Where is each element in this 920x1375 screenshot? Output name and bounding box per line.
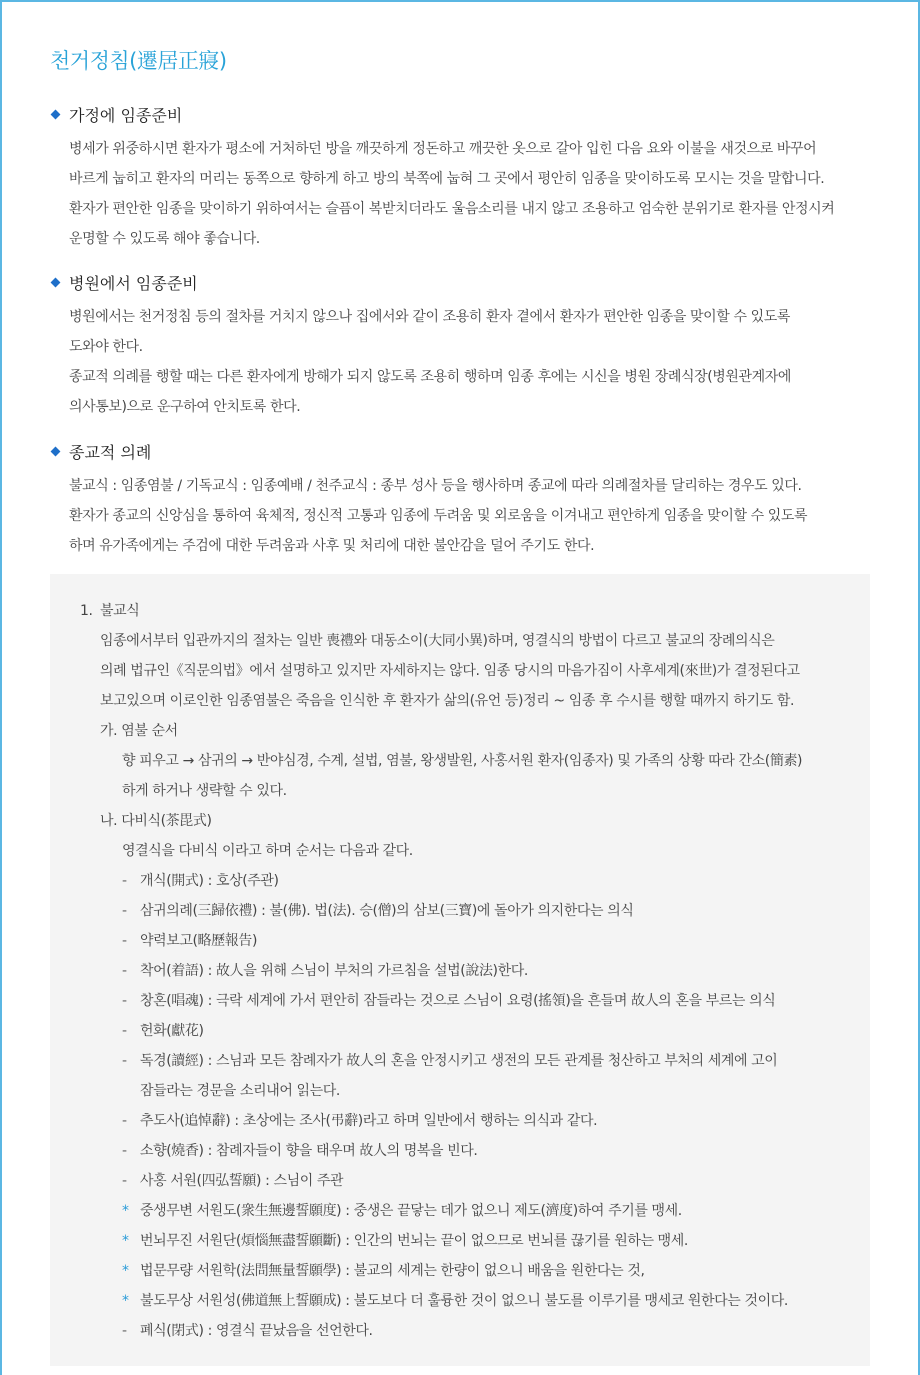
dash-bullet: - [122, 1173, 127, 1189]
rite-step [122, 956, 528, 986]
section-heading-label: 가정에 임종준비 [69, 106, 183, 125]
rite-step [122, 1196, 682, 1226]
rite-step [122, 1226, 688, 1256]
item-heading [80, 596, 139, 626]
rite-step-text: 법문무량 서원학(法問無量誓願學) : 불교의 세계는 한량이 없으니 배움을 원한다는 것, [140, 1263, 645, 1279]
sub-a-line: 하게 하거나 생략할 수 있다. [122, 783, 287, 799]
body-line: 하며 유가족에게는 주검에 대한 두려움과 사후 및 처리에 대한 불안감을 덜어 주기도 한다. [69, 538, 595, 554]
body-line: 환자가 편안한 임종을 맞이하기 위하여서는 슬픔이 복받치더라도 울음소리를 내지 않고 조용하고 엄숙한 분위기로 환자를 안정시켜 [69, 201, 835, 217]
rite-step-text: 약력보고(略歷報告) [140, 933, 258, 949]
rite-step-text: 헌화(獻花) [140, 1023, 204, 1039]
item-title: 불교식 [100, 603, 140, 619]
rite-step [122, 1076, 340, 1106]
page-title: 천거정침(遷居正寢) [50, 49, 227, 73]
body-line: 바르게 눕히고 환자의 머리는 동쪽으로 향하게 하고 방의 북쪽에 눕혀 그 곳에서 평안히 임종을 맞이하도록 모시는 것을 말합니다. [69, 171, 825, 187]
body-line: 환자가 종교의 신앙심을 통하여 육체적, 정신적 고통과 임종에 두려움 및 외로움을 이겨내고 편안하게 임종을 맞이할 수 있도록 [69, 508, 808, 524]
asterisk-bullet: * [122, 1233, 129, 1249]
rite-step [122, 1286, 788, 1316]
rite-step-text: 창혼(唱魂) : 극락 세계에 가서 편안히 잠들라는 것으로 스님이 요령(搖領)을 흔들며 故人의 혼을 부르는 의식 [140, 993, 776, 1009]
rite-step-text: 소향(燒香) : 참례자들이 향을 태우며 故人의 명복을 빈다. [140, 1143, 478, 1159]
diamond-bullet-icon [51, 278, 61, 288]
diamond-bullet-icon [51, 447, 61, 457]
dash-bullet: - [122, 1323, 127, 1339]
rite-step-text: 독경(讀經) : 스님과 모든 참례자가 故人의 혼을 안정시키고 생전의 모든 관계를 청산하고 부처의 세계에 고이 [140, 1053, 778, 1069]
asterisk-bullet: * [122, 1293, 129, 1309]
body-line: 불교식 : 임종염불 / 기독교식 : 임종예배 / 천주교식 : 종부 성사 등을 행사하며 종교에 따라 의례절차를 달리하는 경우도 있다. [69, 478, 802, 494]
section-heading-home [52, 104, 182, 128]
sub-a-label: 가. 염불 순서 [100, 723, 178, 739]
rite-step [122, 866, 279, 896]
section-heading-hospital [52, 272, 198, 296]
section-heading-religious [52, 441, 151, 465]
rite-step [122, 896, 633, 926]
item-number: 1. [80, 603, 93, 619]
body-line: 병세가 위중하시면 환자가 평소에 거처하던 방을 깨끗하게 정돈하고 깨끗한 옷으로 갈아 입힌 다음 요와 이불을 새것으로 바꾸어 [69, 141, 817, 157]
intro-line: 임종에서부터 입관까지의 절차는 일반 喪禮와 대동소이(大同小異)하며, 영결식의 방법이 다르고 불교의 장례의식은 [100, 633, 775, 649]
dash-bullet: - [122, 933, 127, 949]
body-line: 운명할 수 있도록 해야 좋습니다. [69, 231, 260, 247]
dash-bullet: - [122, 903, 127, 919]
intro-line: 의례 법규인《직문의법》에서 설명하고 있지만 자세하지는 않다. 임종 당시의 마음가짐이 사후세계(來世)가 결정된다고 [100, 663, 800, 679]
body-line: 도와야 한다. [69, 339, 143, 355]
dash-bullet: - [122, 873, 127, 889]
intro-line: 보고있으며 이로인한 임종염불은 죽음을 인식한 후 환자가 삶의(유언 등)정리 ~ 임종 후 수시를 행할 때까지 하기도 함. [100, 693, 795, 709]
body-line: 종교적 의례를 행할 때는 다른 환자에게 방해가 되지 않도록 조용히 행하며 임종 후에는 시신을 병원 장례식장(병원관계자에 [69, 369, 792, 385]
rite-step [122, 926, 257, 956]
asterisk-bullet: * [122, 1263, 129, 1279]
rite-step-text: 사홍 서원(四弘誓願) : 스님이 주관 [140, 1173, 344, 1189]
rite-step-text: 번뇌무진 서원단(煩惱無盡誓願斷) : 인간의 번뇌는 끝이 없으므로 번뇌를 끊기를 원하는 맹세. [140, 1233, 688, 1249]
sub-a-line: 향 피우고 → 삼귀의 → 반야심경, 수계, 설법, 염불, 왕생발원, 사홍서원 환자(임종자) 및 가족의 상황 따라 간소(簡素) [122, 753, 803, 769]
dash-bullet: - [122, 1023, 127, 1039]
rite-step [122, 1316, 373, 1346]
section-body-hospital [69, 302, 889, 422]
body-line: 병원에서는 천거정침 등의 절차를 거치지 않으나 집에서와 같이 조용히 환자 곁에서 환자가 편안한 임종을 맞이할 수 있도록 [69, 309, 791, 325]
rite-step-text: 중생무변 서원도(衆生無邊誓願度) : 중생은 끝닿는 데가 없으니 제도(濟度)하여 주기를 맹세. [140, 1203, 682, 1219]
rite-step-text: 착어(着語) : 故人을 위해 스님이 부처의 가르침을 설법(說法)한다. [140, 963, 528, 979]
rite-step [122, 986, 775, 1016]
sub-b-intro: 영결식을 다비식 이라고 하며 순서는 다음과 같다. [122, 843, 413, 859]
rite-step-text: 추도사(追悼辭) : 초상에는 조사(弔辭)라고 하며 일반에서 행하는 의식과 같다. [140, 1113, 598, 1129]
rite-step [122, 1256, 645, 1286]
rite-step-text: 잠들라는 경문을 소리내어 읽는다. [140, 1083, 340, 1099]
diamond-bullet-icon [51, 110, 61, 120]
dash-bullet: - [122, 993, 127, 1009]
rite-step-text: 폐식(閉式) : 영결식 끝났음을 선언한다. [140, 1323, 373, 1339]
section-heading-label: 종교적 의례 [69, 443, 152, 462]
buddhist-rite-box [50, 574, 870, 1366]
rite-step [122, 1016, 204, 1046]
dash-bullet: - [122, 963, 127, 979]
rite-step-text: 삼귀의례(三歸依禮) : 불(佛). 법(法). 승(僧)의 삼보(三寶)에 돌아가 의지한다는 의식 [140, 903, 634, 919]
section-body-religious [69, 471, 889, 561]
rite-step [122, 1136, 477, 1166]
rite-step [122, 1046, 777, 1076]
rite-step-text: 개식(開式) : 호상(주관) [140, 873, 279, 889]
rite-step [122, 1106, 597, 1136]
rite-step-text: 불도무상 서원성(佛道無上誓願成) : 불도보다 더 훌륭한 것이 없으니 불도를 이루기를 맹세코 원한다는 것이다. [140, 1293, 788, 1309]
dash-bullet: - [122, 1053, 127, 1069]
asterisk-bullet: * [122, 1203, 129, 1219]
dash-bullet: - [122, 1113, 127, 1129]
dash-bullet: - [122, 1143, 127, 1159]
section-body-home [69, 134, 889, 254]
sub-b-label: 나. 다비식(茶毘式) [100, 813, 212, 829]
rite-step [122, 1166, 343, 1196]
section-heading-label: 병원에서 임종준비 [69, 274, 198, 293]
body-line: 의사통보)으로 운구하여 안치토록 한다. [69, 399, 301, 415]
